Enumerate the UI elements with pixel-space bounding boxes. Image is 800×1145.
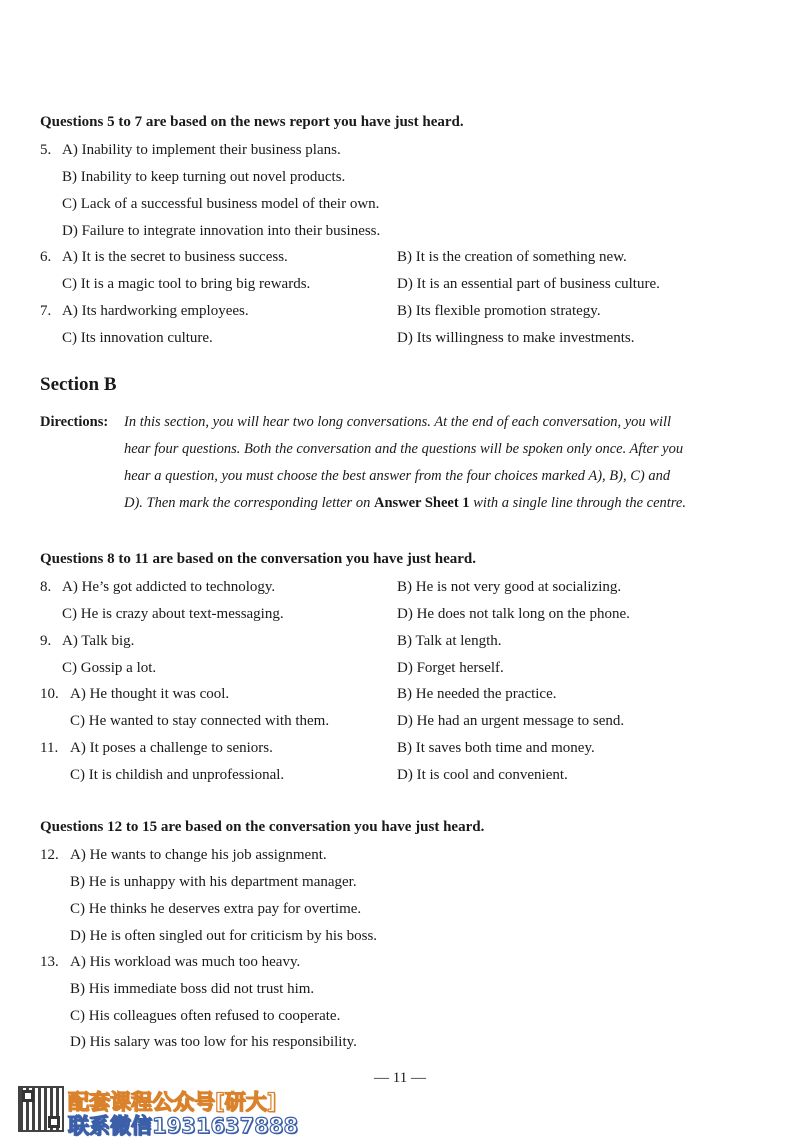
- promo-watermark: [18, 1086, 318, 1138]
- q9-option-d: D) Forget herself.: [397, 660, 504, 676]
- q5-option-a: A) Inability to implement their business plans.: [62, 142, 341, 158]
- questions-5-7-heading: Questions 5 to 7 are based on the news report you have just heard.: [40, 114, 464, 130]
- q11-option-c: C) It is childish and unprofessional.: [70, 767, 285, 783]
- directions-line-1: In this section, you will hear two long conversations. At the end of each conversation, you will: [124, 414, 672, 430]
- directions-line-4: [124, 495, 686, 512]
- promo-line-2: 联系微信1931637888: [68, 1114, 299, 1138]
- q6-option-c: C) It is a magic tool to bring big rewards.: [62, 276, 311, 292]
- q7-option-c: C) Its innovation culture.: [62, 330, 213, 346]
- q11-option-d: D) It is cool and convenient.: [397, 767, 568, 783]
- page-number: — 11 —: [374, 1070, 426, 1086]
- directions-line-4-post: with a single line through the centre.: [469, 495, 686, 511]
- q9-option-b: B) Talk at length.: [397, 633, 502, 649]
- directions-label: Directions:: [40, 414, 109, 430]
- qr-code-icon: [18, 1086, 64, 1132]
- q7-option-b: B) Its flexible promotion strategy.: [397, 303, 601, 319]
- q5-option-d: D) Failure to integrate innovation into their business.: [62, 223, 381, 239]
- directions-line-2: hear four questions. Both the conversation and the questions will be spoken only once. After you: [124, 441, 684, 457]
- q9-option-a: A) Talk big.: [62, 633, 135, 649]
- q9-option-c: C) Gossip a lot.: [62, 660, 157, 676]
- q5-option-b: B) Inability to keep turning out novel products.: [62, 169, 346, 185]
- q13-option-c: C) His colleagues often refused to cooperate.: [70, 1008, 341, 1024]
- q5-option-c: C) Lack of a successful business model of their own.: [62, 196, 380, 212]
- q10-option-a: A) He thought it was cool.: [70, 686, 230, 702]
- q13-option-a: A) His workload was much too heavy.: [70, 954, 301, 970]
- q8-option-c: C) He is crazy about text-messaging.: [62, 606, 284, 622]
- section-b-title: Section B: [40, 374, 117, 395]
- promo-line-1: 配套课程公众号[研大]: [68, 1090, 277, 1114]
- q10-number: 10.: [40, 686, 59, 702]
- q10-option-d: D) He had an urgent message to send.: [397, 713, 625, 729]
- q7-number: 7.: [40, 303, 52, 319]
- q6-option-d: D) It is an essential part of business culture.: [397, 276, 660, 292]
- q12-option-b: B) He is unhappy with his department manager.: [70, 874, 357, 890]
- q9-number: 9.: [40, 633, 52, 649]
- q11-option-b: B) It saves both time and money.: [397, 740, 595, 756]
- q12-option-a: A) He wants to change his job assignment.: [70, 847, 327, 863]
- questions-12-15-heading: Questions 12 to 15 are based on the conversation you have just heard.: [40, 819, 485, 835]
- directions-line-4-pre: D). Then mark the corresponding letter on: [124, 495, 374, 511]
- q13-number: 13.: [40, 954, 59, 970]
- q8-option-b: B) He is not very good at socializing.: [397, 579, 622, 595]
- answer-sheet-reference: Answer Sheet 1: [373, 495, 470, 511]
- q6-option-b: B) It is the creation of something new.: [397, 249, 627, 265]
- q13-option-b: B) His immediate boss did not trust him.: [70, 981, 315, 997]
- q8-option-a: A) He’s got addicted to technology.: [62, 579, 276, 595]
- questions-8-11-heading: Questions 8 to 11 are based on the conversation you have just heard.: [40, 551, 476, 567]
- directions-line-3: hear a question, you must choose the best answer from the four choices marked A), B), C) and: [124, 468, 671, 484]
- q6-number: 6.: [40, 249, 52, 265]
- q10-option-b: B) He needed the practice.: [397, 686, 557, 702]
- q13-option-d: D) His salary was too low for his responsibility.: [70, 1034, 357, 1050]
- q11-number: 11.: [40, 740, 59, 756]
- q8-number: 8.: [40, 579, 52, 595]
- q11-option-a: A) It poses a challenge to seniors.: [70, 740, 273, 756]
- q10-option-c: C) He wanted to stay connected with them.: [70, 713, 330, 729]
- q8-option-d: D) He does not talk long on the phone.: [397, 606, 630, 622]
- q7-option-a: A) Its hardworking employees.: [62, 303, 249, 319]
- q12-number: 12.: [40, 847, 59, 863]
- q5-number: 5.: [40, 142, 52, 158]
- q7-option-d: D) Its willingness to make investments.: [397, 330, 635, 346]
- q12-option-c: C) He thinks he deserves extra pay for overtime.: [70, 901, 362, 917]
- q6-option-a: A) It is the secret to business success.: [62, 249, 288, 265]
- q12-option-d: D) He is often singled out for criticism by his boss.: [70, 928, 378, 944]
